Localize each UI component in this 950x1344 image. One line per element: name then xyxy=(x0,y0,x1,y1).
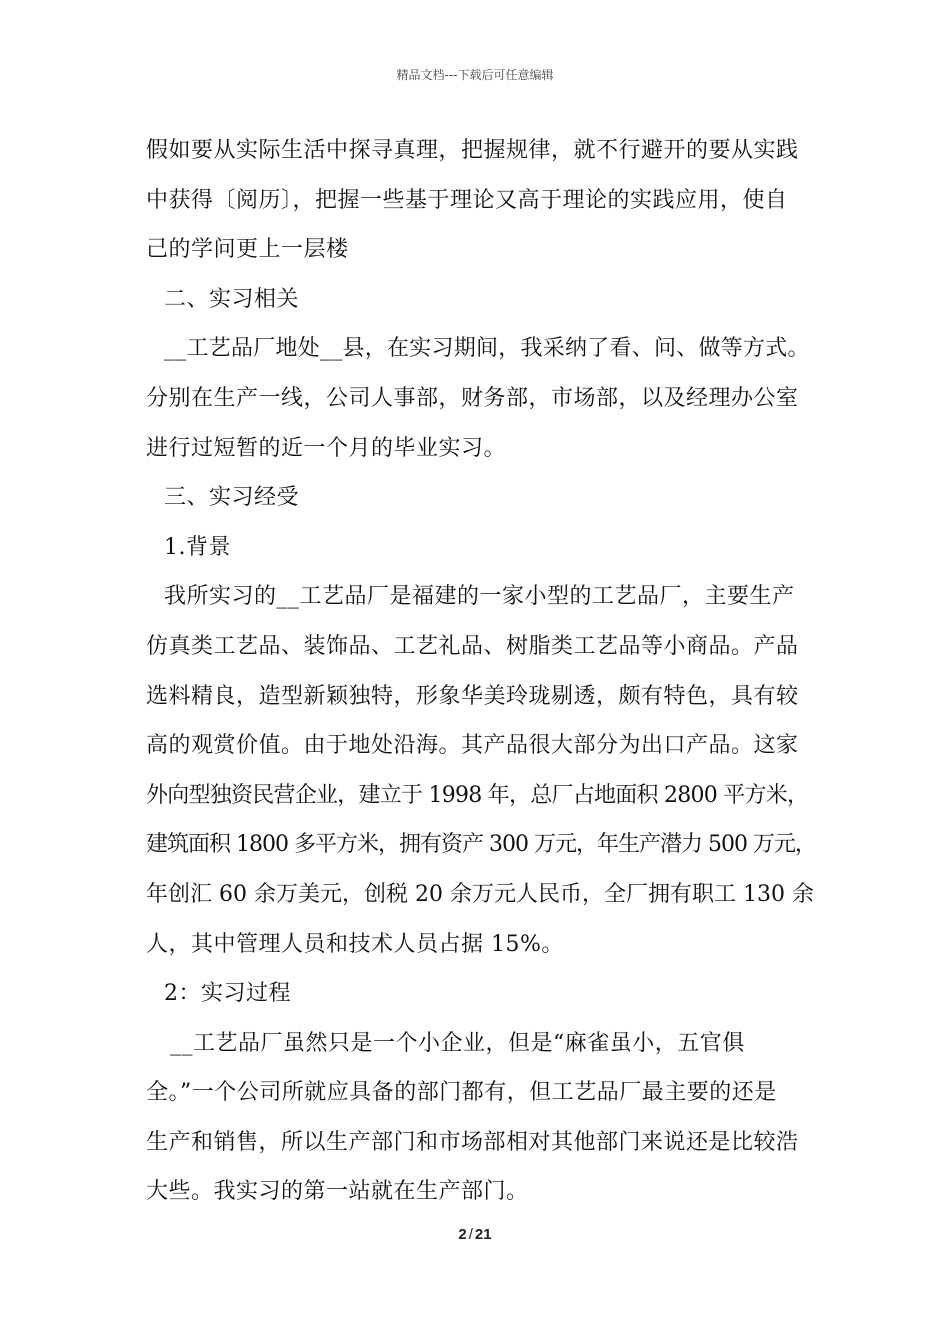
body-line: 假如要从实际生活中探寻真理，把握规律，就不行避开的要从实践 xyxy=(146,138,799,163)
body-line: 仿真类工艺品、装饰品、工艺礼品、树脂类工艺品等小商品。产品 xyxy=(146,633,799,659)
document-body xyxy=(146,126,816,1217)
body-line: 人，其中管理人员和技术人员占据 15%。 xyxy=(146,931,564,957)
body-line: 中获得〔阅历〕，把握一些基于理论又高于理论的实践应用，使自 xyxy=(146,187,788,213)
section-heading: 三、实习经受 xyxy=(164,485,300,511)
body-line: 年创汇 60 余万美元，创税 20 余万元人民币，全厂拥有职工 130 余 xyxy=(146,881,814,907)
page-separator: / xyxy=(468,1226,473,1243)
page-number xyxy=(0,1226,950,1243)
current-page: 2 xyxy=(458,1226,467,1243)
body-line: 高的观赏价值。由于地处沿海。其产品很大部分为出口产品。这家 xyxy=(146,733,799,759)
body-line: 进行过短暂的近一个月的毕业实习。 xyxy=(146,435,507,461)
body-line: 全。”一个公司所就应具备的部门都有，但工艺品厂最主要的还是 xyxy=(146,1080,777,1106)
body-line: 我所实习的__工艺品厂是福建的一家小型的工艺品厂，主要生产 xyxy=(164,584,795,610)
body-line: 外向型独资民营企业，建立于 1998 年，总厂占地面积 2800 平方米， xyxy=(146,782,809,808)
body-line: __工艺品厂地处__县，在实习期间，我采纳了看、问、做等方式。 xyxy=(164,336,810,362)
subsection-heading: 1.背景 xyxy=(164,534,231,560)
page-header: 精品文档---下载后可任意编辑 xyxy=(396,68,554,82)
subsection-heading: 2：实习过程 xyxy=(164,981,291,1007)
body-line: 分别在生产一线，公司人事部，财务部，市场部，以及经理办公室 xyxy=(146,385,799,411)
body-line: 己的学问更上一层楼 xyxy=(146,237,349,263)
section-heading: 二、实习相关 xyxy=(164,286,300,312)
body-line: 生产和销售，所以生产部门和市场部相对其他部门来说还是比较浩 xyxy=(146,1129,799,1155)
body-line: 建筑面积 1800 多平方米，拥有资产 300 万元，年生产潜力 500 万元， xyxy=(146,832,816,858)
body-line: __工艺品厂虽然只是一个小企业，但是“麻雀虽小，五官俱 xyxy=(170,1030,745,1056)
total-pages: 21 xyxy=(474,1226,492,1243)
body-line: 大些。我实习的第一站就在生产部门。 xyxy=(146,1179,529,1205)
body-line: 选料精良，造型新颖独特，形象华美玲珑剔透，颇有特色，具有较 xyxy=(146,683,799,709)
